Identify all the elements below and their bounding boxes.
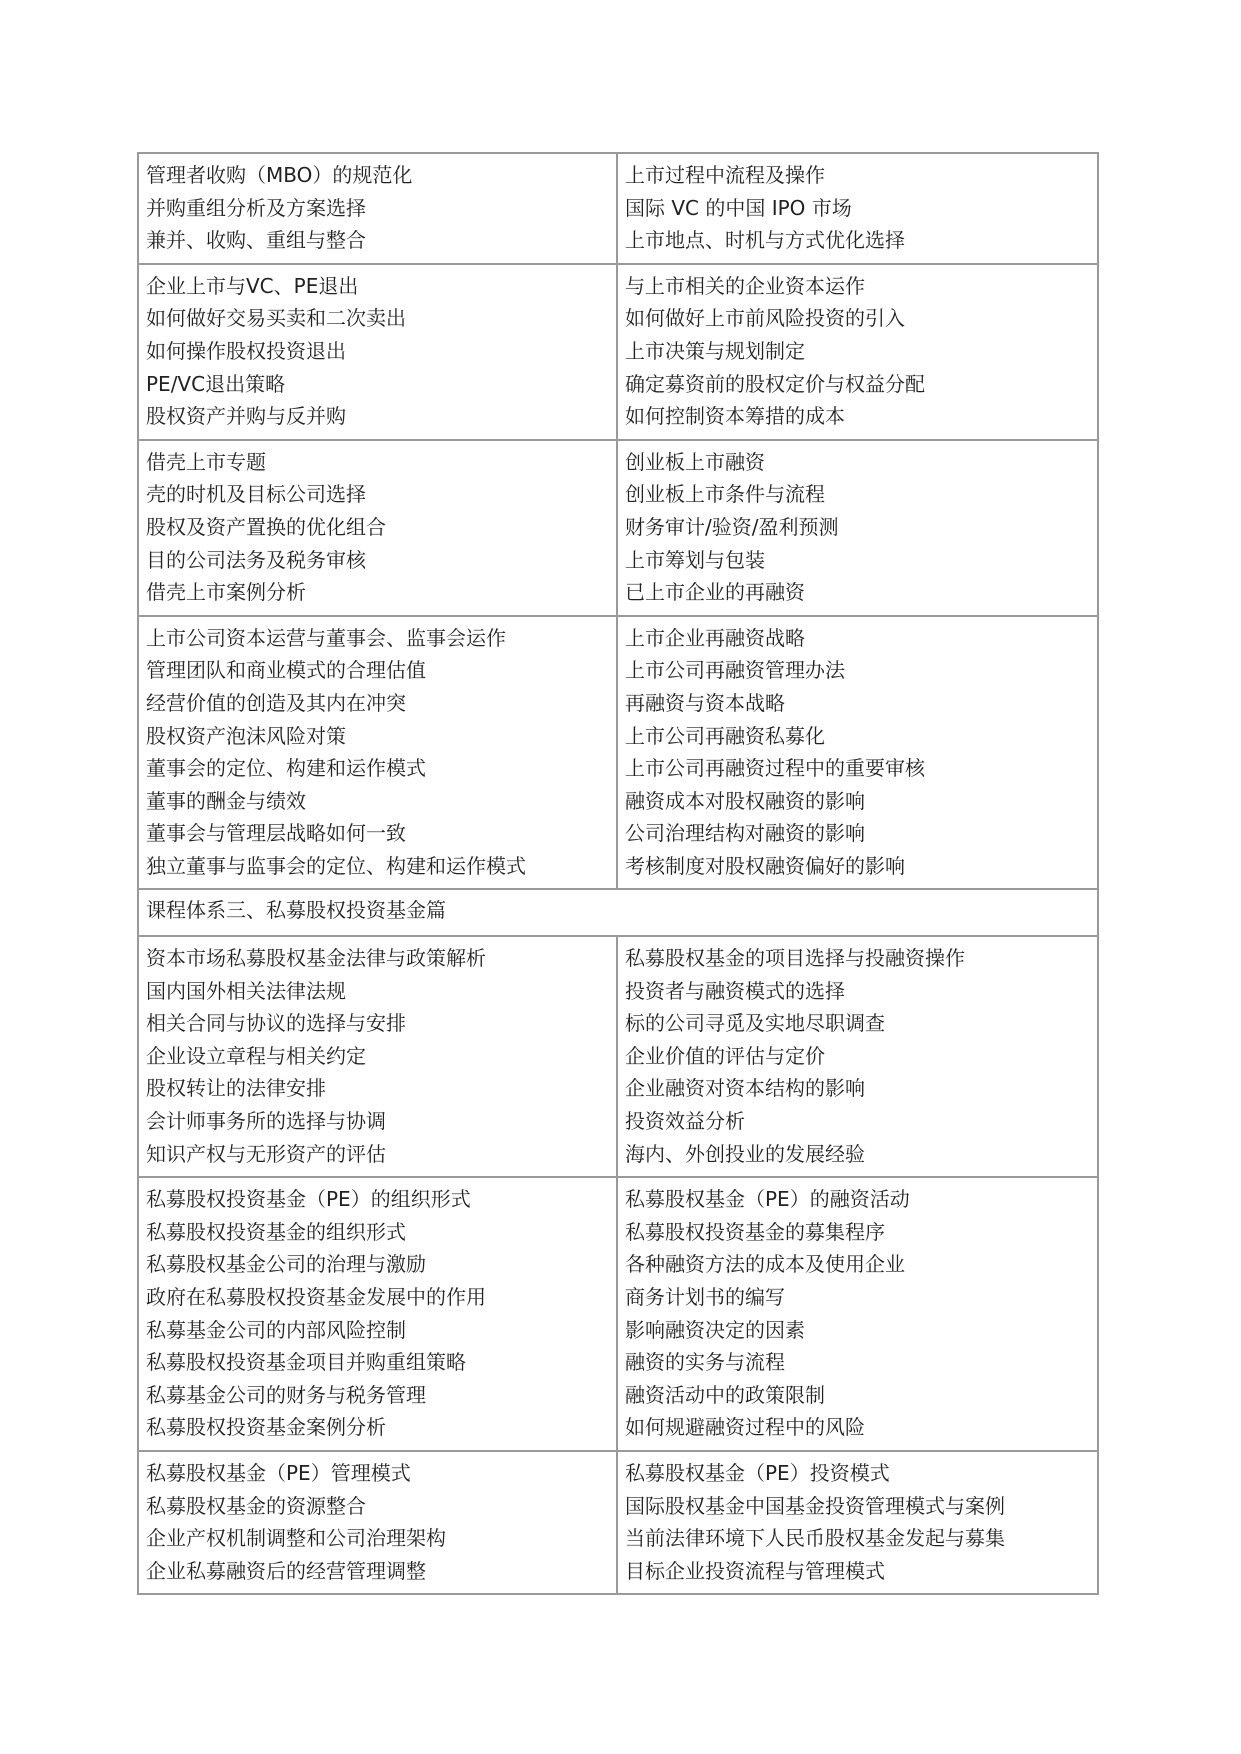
topic-item: 股权资产泡沫风险对策	[146, 723, 346, 748]
topic-item: PE/VC退出策略	[146, 371, 286, 396]
topic-item: 上市决策与规划制定	[625, 338, 805, 363]
topic-item: 影响融资决定的因素	[625, 1317, 805, 1342]
section-title: 课程体系三、私募股权投资基金篇	[146, 898, 446, 923]
topic-heading: 借壳上市专题	[146, 449, 266, 474]
topic-item: 上市地点、时机与方式优化选择	[625, 228, 905, 253]
table-row	[139, 1176, 1097, 1450]
right-cell	[618, 937, 1097, 1176]
right-cell	[618, 617, 1097, 889]
topic-item: 私募股权投资基金项目并购重组策略	[146, 1350, 466, 1375]
topic-item: 如何控制资本筹措的成本	[625, 404, 845, 429]
topic-item: 各种融资方法的成本及使用企业	[625, 1252, 905, 1277]
topic-item: 财务审计/验资/盈利预测	[625, 514, 839, 539]
table-row	[139, 1450, 1097, 1593]
topic-item: 私募股权投资基金的募集程序	[625, 1219, 885, 1244]
topic-item: 企业设立章程与相关约定	[146, 1043, 366, 1068]
course-table	[137, 152, 1099, 1595]
topic-item: 如何做好交易买卖和二次卖出	[146, 306, 406, 331]
topic-item: 管理团队和商业模式的合理估值	[146, 658, 426, 683]
left-cell	[139, 617, 618, 889]
topic-item: 董事会与管理层战略如何一致	[146, 821, 406, 846]
topic-item: 私募基金公司的内部风险控制	[146, 1317, 406, 1342]
topic-item: 国内国外相关法律法规	[146, 978, 346, 1003]
topic-item: 企业价值的评估与定价	[625, 1043, 825, 1068]
topic-item: 借壳上市案例分析	[146, 580, 306, 605]
topic-item: 融资的实务与流程	[625, 1350, 785, 1375]
topic-item: 私募股权投资基金的组织形式	[146, 1219, 406, 1244]
topic-item: 融资成本对股权融资的影响	[625, 788, 865, 813]
topic-heading: 私募股权基金（PE）投资模式	[625, 1460, 890, 1485]
section-header-row	[139, 888, 1097, 935]
topic-item: 国际股权基金中国基金投资管理模式与案例	[625, 1493, 1005, 1518]
topic-item: 企业融资对资本结构的影响	[625, 1076, 865, 1101]
table-row	[139, 263, 1097, 439]
topic-item: 壳的时机及目标公司选择	[146, 482, 366, 507]
right-cell	[618, 441, 1097, 615]
topic-item: 兼并、收购、重组与整合	[146, 228, 366, 253]
topic-item: 标的公司寻觅及实地尽职调查	[625, 1011, 885, 1036]
topic-heading: 上市企业再融资战略	[625, 625, 805, 650]
topic-item: 私募股权投资基金案例分析	[146, 1415, 386, 1440]
table-row	[139, 615, 1097, 889]
topic-item: 股权及资产置换的优化组合	[146, 514, 386, 539]
topic-item: 董事的酬金与绩效	[146, 788, 306, 813]
left-cell	[139, 1178, 618, 1450]
topic-item: 当前法律环境下人民币股权基金发起与募集	[625, 1526, 1005, 1551]
topic-item: 知识产权与无形资产的评估	[146, 1141, 386, 1166]
topic-item: 再融资与资本战略	[625, 690, 785, 715]
left-cell	[139, 937, 618, 1176]
topic-item: 融资活动中的政策限制	[625, 1382, 825, 1407]
topic-item: 目标企业投资流程与管理模式	[625, 1558, 885, 1583]
topic-item: 相关合同与协议的选择与安排	[146, 1011, 406, 1036]
topic-item: 创业板上市条件与流程	[625, 482, 825, 507]
topic-heading: 管理者收购（MBO）的规范化	[146, 163, 413, 187]
topic-item: 投资效益分析	[625, 1109, 745, 1134]
topic-item: 私募股权基金的资源整合	[146, 1493, 366, 1518]
topic-heading: 与上市相关的企业资本运作	[625, 273, 865, 298]
topic-item: 私募股权基金公司的治理与激励	[146, 1252, 426, 1277]
left-cell	[139, 265, 618, 439]
topic-item: 考核制度对股权融资偏好的影响	[625, 853, 905, 878]
topic-item: 如何规避融资过程中的风险	[625, 1415, 865, 1440]
topic-heading: 企业上市与VC、PE退出	[146, 273, 359, 298]
right-cell	[618, 1452, 1097, 1593]
topic-heading: 资本市场私募股权基金法律与政策解析	[146, 946, 486, 971]
left-cell	[139, 441, 618, 615]
topic-heading: 上市公司资本运营与董事会、监事会运作	[146, 625, 506, 650]
left-cell	[139, 154, 618, 263]
topic-item: 海内、外创投业的发展经验	[625, 1141, 865, 1166]
topic-item: 已上市企业的再融资	[625, 580, 805, 605]
topic-heading: 上市过程中流程及操作	[625, 163, 825, 187]
topic-heading: 创业板上市融资	[625, 449, 765, 474]
topic-item: 并购重组分析及方案选择	[146, 195, 366, 220]
topic-item: 投资者与融资模式的选择	[625, 978, 845, 1003]
topic-item: 企业私募融资后的经营管理调整	[146, 1558, 426, 1583]
topic-item: 上市公司再融资过程中的重要审核	[625, 756, 925, 781]
topic-item: 上市筹划与包装	[625, 547, 765, 572]
table-row	[139, 439, 1097, 615]
topic-item: 股权资产并购与反并购	[146, 404, 346, 429]
topic-item: 股权转让的法律安排	[146, 1076, 326, 1101]
topic-item: 经营价值的创造及其内在冲突	[146, 690, 406, 715]
right-cell	[618, 154, 1097, 263]
topic-item: 国际 VC 的中国 IPO 市场	[625, 195, 852, 220]
topic-item: 企业产权机制调整和公司治理架构	[146, 1526, 446, 1551]
topic-item: 政府在私募股权投资基金发展中的作用	[146, 1285, 486, 1309]
topic-item: 会计师事务所的选择与协调	[146, 1109, 386, 1134]
table-row	[139, 154, 1097, 263]
topic-item: 确定募资前的股权定价与权益分配	[625, 371, 925, 396]
topic-item: 公司治理结构对融资的影响	[625, 821, 865, 846]
left-cell	[139, 1452, 618, 1593]
section-title-cell	[139, 890, 1097, 935]
topic-heading: 私募股权基金（PE）管理模式	[146, 1460, 411, 1485]
topic-item: 商务计划书的编写	[625, 1285, 785, 1309]
topic-item: 私募基金公司的财务与税务管理	[146, 1382, 426, 1407]
topic-heading: 私募股权基金的项目选择与投融资操作	[625, 946, 965, 971]
topic-item: 如何做好上市前风险投资的引入	[625, 306, 905, 331]
topic-item: 如何操作股权投资退出	[146, 338, 346, 363]
topic-heading: 私募股权基金（PE）的融资活动	[625, 1187, 910, 1212]
topic-item: 上市公司再融资私募化	[625, 723, 825, 748]
right-cell	[618, 1178, 1097, 1450]
topic-heading: 私募股权投资基金（PE）的组织形式	[146, 1187, 471, 1212]
topic-item: 目的公司法务及税务审核	[146, 547, 366, 572]
topic-item: 上市公司再融资管理办法	[625, 658, 845, 683]
topic-item: 独立董事与监事会的定位、构建和运作模式	[146, 853, 526, 878]
right-cell	[618, 265, 1097, 439]
topic-item: 董事会的定位、构建和运作模式	[146, 756, 426, 781]
table-row	[139, 935, 1097, 1176]
